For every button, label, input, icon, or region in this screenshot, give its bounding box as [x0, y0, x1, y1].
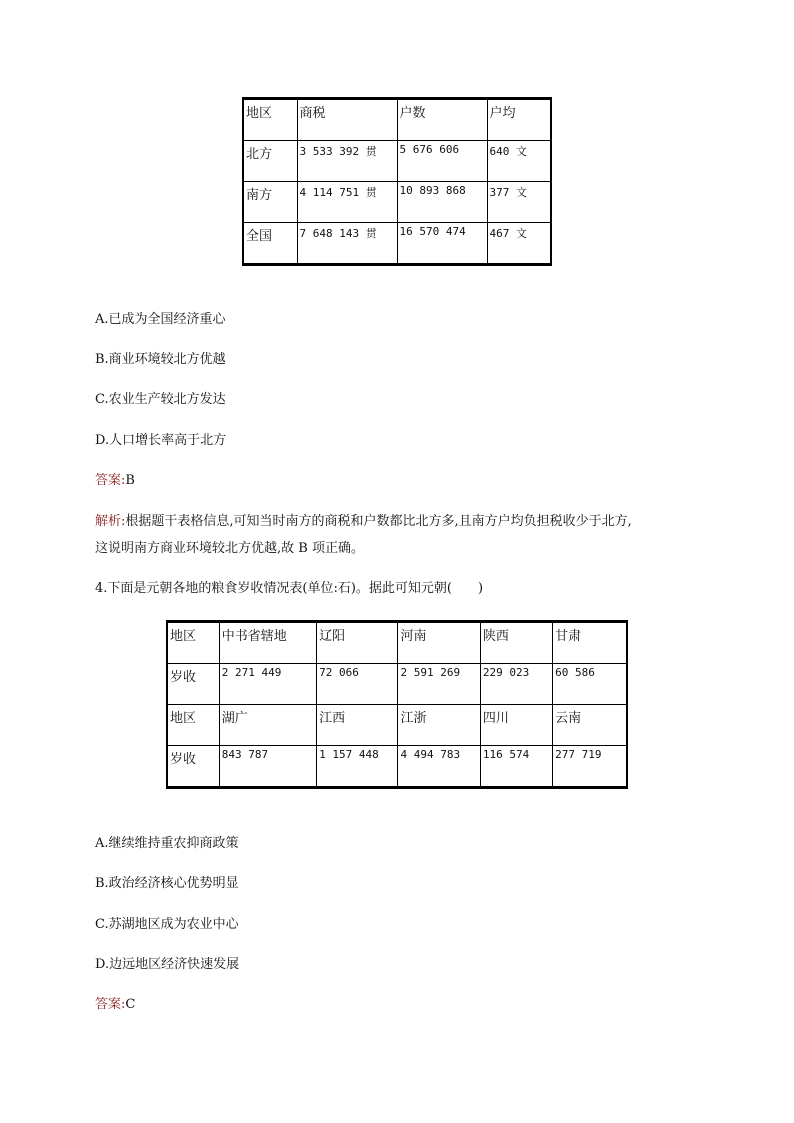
table-cell: 江浙 [398, 705, 480, 746]
table-header-cell: 商税 [297, 99, 397, 141]
table-cell: 湖广 [219, 705, 316, 746]
table-header-cell: 户数 [397, 99, 487, 141]
table-cell: 277 719 [553, 746, 627, 788]
table-row [243, 99, 551, 141]
question-4-text: 4.下面是元朝各地的粮食岁收情况表(单位:石)。据此可知元朝( ) [95, 581, 484, 596]
table-cell: 7 648 143 贯 [297, 223, 397, 265]
answer-line [95, 472, 135, 490]
table-cell: 中书省辖地 [219, 622, 316, 664]
option-b: B.商业环境较北方优越 [95, 352, 226, 367]
table-cell: 江西 [317, 705, 398, 746]
table-cell: 1 157 448 [317, 746, 398, 788]
answer-label: 答案: [95, 997, 126, 1012]
table-row [243, 141, 551, 182]
table-cell: 岁收 [167, 746, 219, 788]
table-row [167, 664, 627, 705]
option-a: A.已成为全国经济重心 [95, 312, 226, 327]
table-row [167, 705, 627, 746]
table-cell: 岁收 [167, 664, 219, 705]
table-cell: 地区 [167, 705, 219, 746]
table-cell: 229 023 [480, 664, 552, 705]
tax-table [242, 97, 552, 266]
option-c: C.农业生产较北方发达 [95, 392, 226, 407]
table-cell: 72 066 [317, 664, 398, 705]
table-cell: 四川 [480, 705, 552, 746]
grain-table [166, 620, 628, 789]
table-cell: 640 文 [487, 141, 551, 182]
table-cell: 4 114 751 贯 [297, 182, 397, 223]
answer-label: 答案: [95, 473, 126, 488]
table-row [167, 746, 627, 788]
table-cell: 南方 [243, 182, 297, 223]
table-cell: 云南 [553, 705, 627, 746]
option-d: D.人口增长率高于北方 [95, 433, 227, 448]
table-cell: 2 271 449 [219, 664, 316, 705]
table-cell: 5 676 606 [397, 141, 487, 182]
table-cell: 2 591 269 [398, 664, 480, 705]
table-cell: 843 787 [219, 746, 316, 788]
analysis-line [95, 513, 632, 531]
table-header-cell: 户均 [487, 99, 551, 141]
table-row [243, 223, 551, 265]
table-cell: 467 文 [487, 223, 551, 265]
table-cell: 60 586 [553, 664, 627, 705]
table-cell: 4 494 783 [398, 746, 480, 788]
option-b: B.政治经济核心优势明显 [95, 876, 239, 891]
table-cell: 陕西 [480, 622, 552, 664]
table-header-cell: 地区 [243, 99, 297, 141]
table-row [243, 182, 551, 223]
answer-value: B [125, 473, 135, 488]
table-cell: 全国 [243, 223, 297, 265]
table-cell: 北方 [243, 141, 297, 182]
table-cell: 116 574 [480, 746, 552, 788]
table-cell: 地区 [167, 622, 219, 664]
table-cell: 10 893 868 [397, 182, 487, 223]
analysis-label: 解析: [95, 514, 126, 529]
table-cell: 河南 [398, 622, 480, 664]
table-cell: 甘肃 [553, 622, 627, 664]
table-cell: 3 533 392 贯 [297, 141, 397, 182]
answer-line [95, 996, 135, 1014]
table-row [167, 622, 627, 664]
analysis-text-continued: 这说明南方商业环境较北方优越,故 B 项正确。 [95, 541, 364, 556]
option-c: C.苏湖地区成为农业中心 [95, 917, 239, 932]
answer-value: C [125, 997, 136, 1012]
table-cell: 16 570 474 [397, 223, 487, 265]
analysis-text: 根据题干表格信息,可知当时南方的商税和户数都比北方多,且南方户均负担税收少于北方, [125, 514, 632, 529]
table-cell: 377 文 [487, 182, 551, 223]
option-a: A.继续维持重农抑商政策 [95, 836, 239, 851]
table-cell: 辽阳 [317, 622, 398, 664]
option-d: D.边远地区经济快速发展 [95, 957, 240, 972]
